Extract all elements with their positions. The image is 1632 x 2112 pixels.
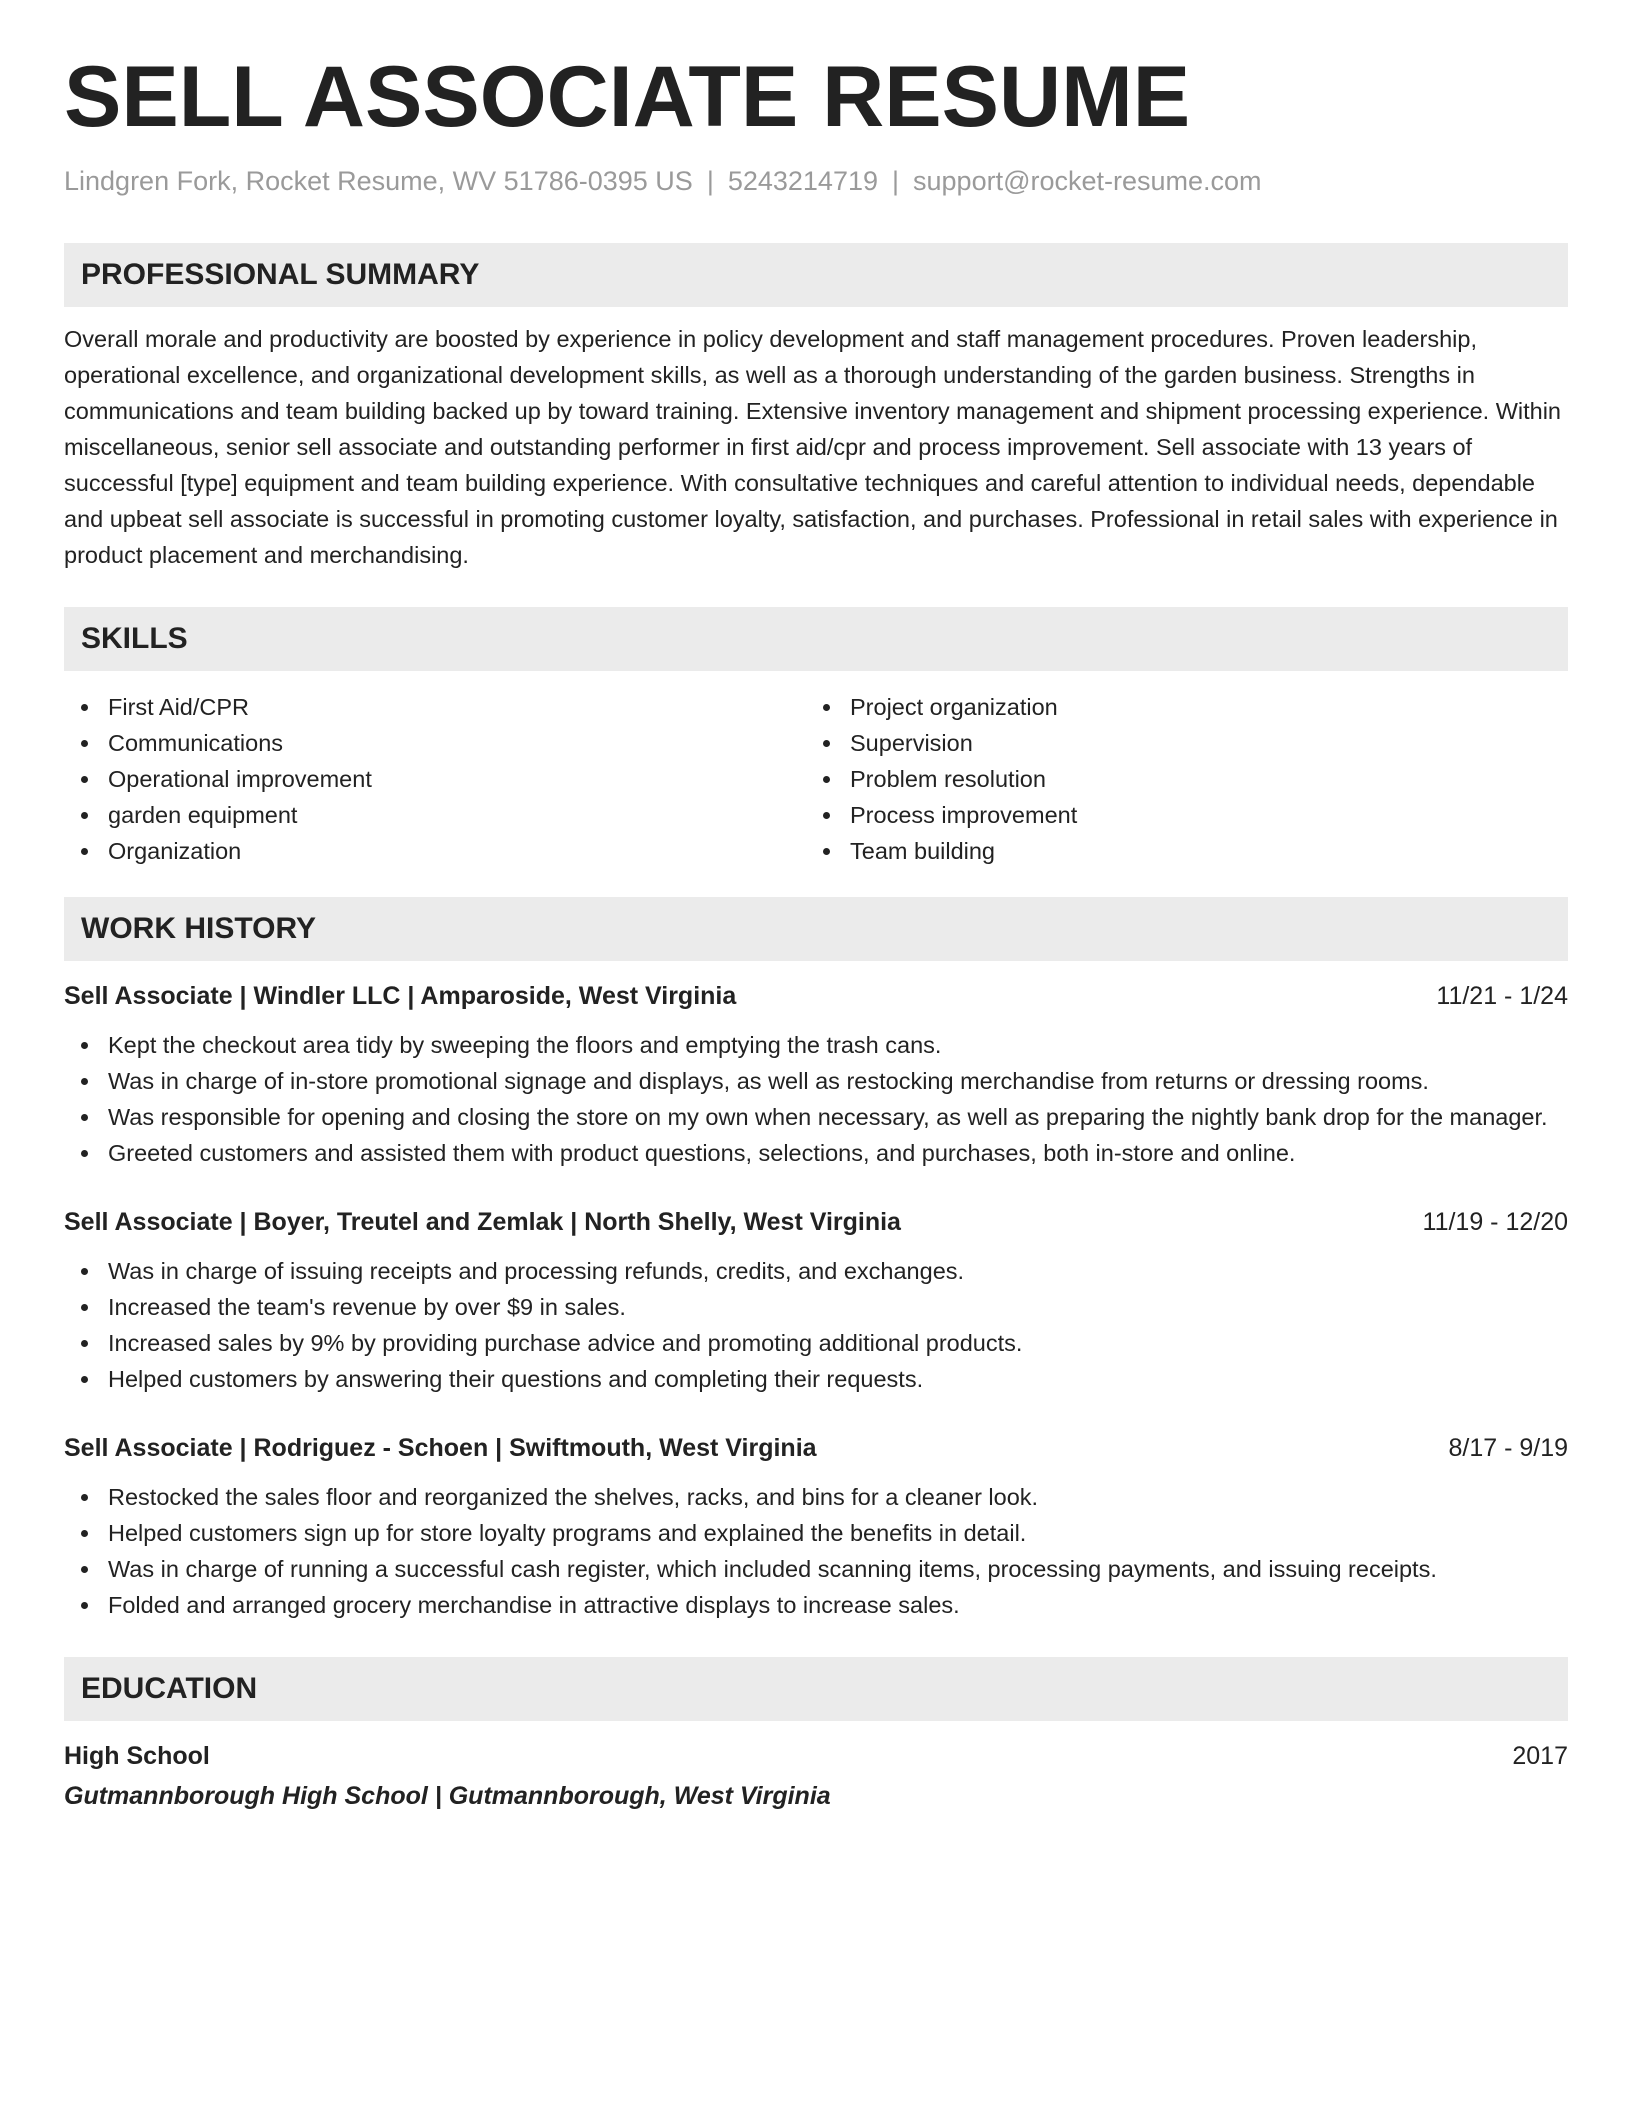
job-bullet: Kept the checkout area tidy by sweeping the floors and emptying the trash cans. [108,1027,1568,1063]
skill-item: Organization [108,833,806,869]
job-bullet: Increased sales by 9% by providing purchase advice and promoting additional products. [108,1325,1568,1361]
skill-item: Process improvement [850,797,1548,833]
job-header [64,1205,1568,1239]
job-dates: 11/21 - 1/24 [1436,982,1568,1011]
skills-column-right [806,689,1548,869]
education-year: 2017 [1512,1742,1568,1771]
job-bullet: Greeted customers and assisted them with product questions, selections, and purchases, both in-store and online. [108,1135,1568,1171]
job-dates: 8/17 - 9/19 [1448,1434,1568,1463]
education-header [64,1739,1568,1773]
job-bullet: Restocked the sales floor and reorganized the shelves, racks, and bins for a cleaner look. [108,1479,1568,1515]
contact-separator: | [706,166,714,196]
contact-email: support@rocket-resume.com [913,166,1262,196]
job-bullets [64,1027,1568,1171]
section-heading-education: EDUCATION [64,1657,1568,1721]
job-bullets [64,1479,1568,1623]
job-title: Sell Associate | Boyer, Treutel and Zemlak | North Shelly, West Virginia [64,1208,901,1237]
education-entry [64,1739,1568,1813]
job-entry [64,979,1568,1171]
contact-address: Lindgren Fork, Rocket Resume, WV 51786-0395 US [64,166,693,196]
skills-list [64,689,1568,869]
job-entry [64,1431,1568,1623]
skill-item: Operational improvement [108,761,806,797]
job-dates: 11/19 - 12/20 [1422,1208,1568,1237]
job-bullets [64,1253,1568,1397]
skill-item: Communications [108,725,806,761]
job-bullet: Helped customers by answering their questions and completing their requests. [108,1361,1568,1397]
skill-item: Project organization [850,689,1548,725]
contact-separator: | [892,166,900,196]
education-school: Gutmannborough High School | Gutmannborough, West Virginia [64,1782,831,1811]
skills-column-left [64,689,806,869]
job-bullet: Was responsible for opening and closing the store on my own when necessary, as well as preparing the nightly bank drop for the manager. [108,1099,1568,1135]
job-bullet: Was in charge of in-store promotional signage and displays, as well as restocking merchandise from returns or dressing rooms. [108,1063,1568,1099]
job-header [64,979,1568,1013]
skill-item: First Aid/CPR [108,689,806,725]
summary-paragraph: Overall morale and productivity are boosted by experience in policy development and staff management procedures. Proven leadership, operational excellence, and organizational development skills, as well as a thorough understanding of the garden business. Strengths in communications and team building backed up by toward training. Extensive inventory management and shipment processing experience. Within miscellaneous, senior sell associate and outstanding performer in first aid/cpr and process improvement. Sell associate with 13 years of successful [type] equipment and team building experience. With consultative techniques and careful attention to individual needs, dependable and upbeat sell associate is successful in promoting customer loyalty, satisfaction, and purchases. Professional in retail sales with experience in product placement and merchandising. [64,326,1561,569]
job-bullet: Increased the team's revenue by over $9 in sales. [108,1289,1568,1325]
resume-title: SELL ASSOCIATE RESUME [64,49,1191,145]
skill-item: Problem resolution [850,761,1548,797]
job-title: Sell Associate | Windler LLC | Amparoside, West Virginia [64,982,737,1011]
section-heading-summary: PROFESSIONAL SUMMARY [64,243,1568,307]
education-degree: High School [64,1742,210,1771]
skill-item: Team building [850,833,1548,869]
section-heading-work-history: WORK HISTORY [64,897,1568,961]
contact-phone: 5243214719 [727,166,878,196]
job-entry [64,1205,1568,1397]
job-bullet: Was in charge of running a successful cash register, which included scanning items, processing payments, and issuing receipts. [108,1551,1568,1587]
contact-line [64,164,1568,199]
job-bullet: Was in charge of issuing receipts and processing refunds, credits, and exchanges. [108,1253,1568,1289]
job-header [64,1431,1568,1465]
skill-item: garden equipment [108,797,806,833]
section-heading-skills: SKILLS [64,607,1568,671]
job-title: Sell Associate | Rodriguez - Schoen | Swiftmouth, West Virginia [64,1434,817,1463]
skill-item: Supervision [850,725,1548,761]
job-bullet: Helped customers sign up for store loyalty programs and explained the benefits in detail. [108,1515,1568,1551]
job-bullet: Folded and arranged grocery merchandise in attractive displays to increase sales. [108,1587,1568,1623]
